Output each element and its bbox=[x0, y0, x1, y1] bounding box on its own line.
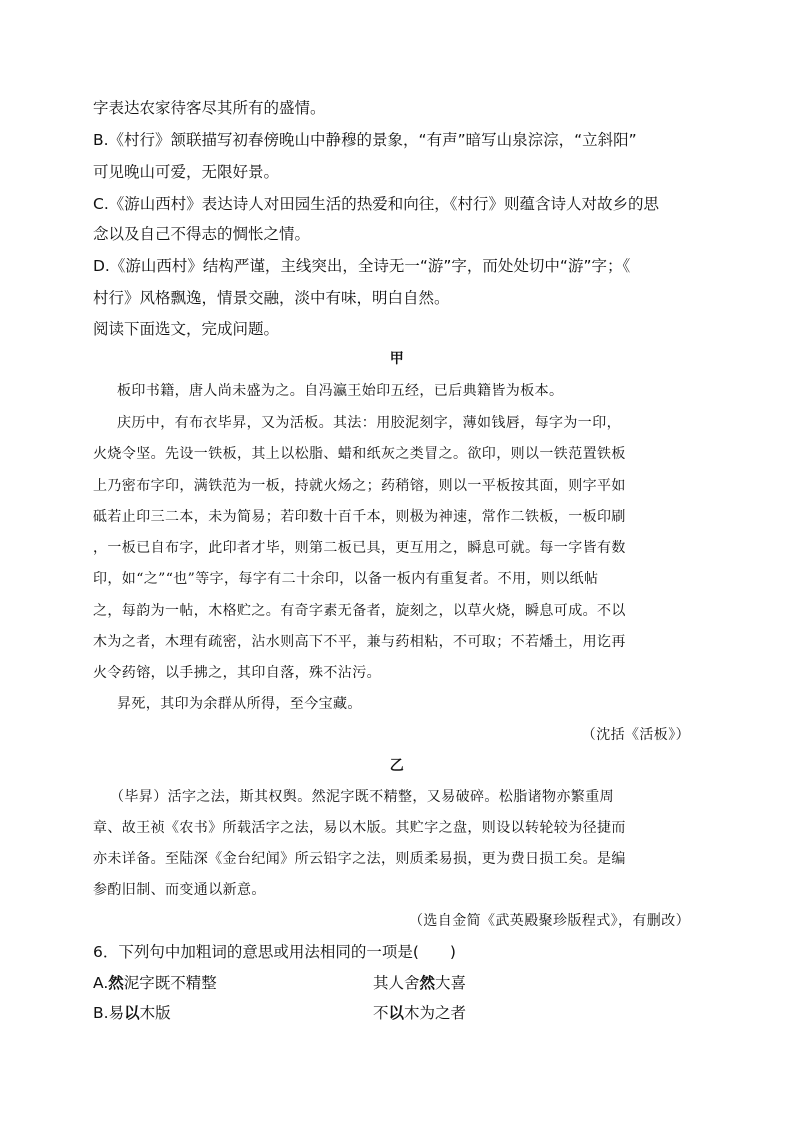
bold-word: 以 bbox=[388, 1004, 405, 1022]
passage-jia-line: 印，如“之”“也”等字，每字有二十余印，以备一板内有重复者。不用，则以纸帖 bbox=[93, 571, 599, 587]
passage-jia-line: 板印书籍，唐人尚未盛为之。自冯瀛王始印五经，已后典籍皆为板本。 bbox=[117, 383, 564, 399]
option-letter: A. bbox=[93, 974, 109, 992]
option-text: 木版 bbox=[139, 1004, 171, 1022]
passage-jia-line: 之，每韵为一帖，木格贮之。有奇字素无备者，旋刻之，以草火烧，瞬息可成。不以 bbox=[93, 603, 626, 619]
passage-yi-line: 参酌旧制、而变通以新意。 bbox=[93, 882, 266, 898]
option-a-left bbox=[93, 971, 217, 993]
option-c-line2: 念以及自己不得志的惆怅之情。 bbox=[93, 225, 311, 243]
option-b-line1: B.《村行》颔联描写初春傍晚山中静穆的景象，“有声”暗写山泉淙淙，“立斜阳” bbox=[93, 131, 637, 149]
option-a-right bbox=[373, 971, 466, 993]
option-text: 泥字既不精整 bbox=[123, 974, 217, 992]
passage-yi-source: （选自金简《武英殿聚珍版程式》，有删改） bbox=[409, 913, 690, 929]
bold-word: 然 bbox=[108, 974, 124, 992]
passage-jia-line: ，一板已自布字，此印者才毕，则第二板已具，更互用之，瞬息可就。每一字皆有数 bbox=[93, 540, 626, 556]
option-d-line2: 村行》风格飘逸，情景交融，淡中有味，明白自然。 bbox=[93, 289, 450, 307]
passage-jia-line: 火烧令坚。先设一铁板，其上以松脂、蜡和纸灰之类冒之。欲印，则以一铁范置铁板 bbox=[93, 446, 626, 462]
option-d-line1: D.《游山西村》结构严谨，主线突出，全诗无一“游”字，而处处切中“游”字；《 bbox=[93, 257, 631, 275]
passage-yi-line: （毕昇）活字之法，斯其权舆。然泥字既不精整，又易破碎。松脂诸物亦繁重周 bbox=[110, 789, 614, 805]
option-b-right bbox=[373, 1001, 466, 1023]
option-text: 木为之者 bbox=[404, 1004, 467, 1022]
option-b-left bbox=[93, 1001, 171, 1023]
passage-jia-line: 砥若止印三二本，未为简易；若印数十百千本，则极为神速，常作二铁板，一板印刷 bbox=[93, 509, 626, 525]
option-text: 不 bbox=[373, 1004, 389, 1022]
passage-jia-line: 庆历中，有布衣毕昇，又为活板。其法：用胶泥刻字，薄如钱唇，每字为一印， bbox=[117, 415, 621, 431]
passage-jia-line: 木为之者，木理有疏密，沾水则高下不平，兼与药相粘，不可取；不若燔土，用讫再 bbox=[93, 634, 626, 650]
passage-jia-line: 昇死，其印为余群从所得，至今宝藏。 bbox=[117, 696, 362, 712]
option-text: 其人舍 bbox=[373, 974, 420, 992]
option-b-line2: 可见晚山可爱，无限好景。 bbox=[93, 163, 280, 181]
passage-jia-source: （沈括《活板》） bbox=[581, 727, 690, 743]
question-stem: 6．下列句中加粗词的意思或用法相同的一项是( ) bbox=[93, 943, 456, 961]
option-letter: B. bbox=[93, 1004, 109, 1022]
passage-yi-line: 章、故王祯《农书》所载活字之法，易以木版。其贮字之盘，则设以转轮较为径捷而 bbox=[93, 820, 626, 836]
bold-word: 然 bbox=[419, 974, 436, 992]
option-c-line1: C.《游山西村》表达诗人对田园生活的热爱和向往，《村行》则蕴含诗人对故乡的思 bbox=[93, 195, 660, 213]
option-text: 大喜 bbox=[435, 974, 467, 992]
passage-yi-heading: 乙 bbox=[389, 758, 405, 774]
passage-jia-line: 上乃密布字印，满铁范为一板，持就火炀之；药稍镕，则以一平板按其面，则字平如 bbox=[93, 478, 626, 494]
option-text: 易 bbox=[108, 1004, 125, 1022]
reading-instruction: 阅读下面选文，完成问题。 bbox=[93, 320, 280, 338]
passage-jia-heading: 甲 bbox=[389, 351, 405, 367]
passage-jia-line: 火令药镕，以手拂之，其印自落，殊不沾污。 bbox=[93, 665, 381, 681]
option-a-tail: 字表达农家待客尽其所有的盛情。 bbox=[93, 99, 326, 117]
bold-word: 以 bbox=[124, 1004, 140, 1022]
passage-yi-line: 亦未详备。至陆深《金台纪闻》所云铅字之法，则质柔易损，更为费日损工矣。是编 bbox=[93, 851, 626, 867]
